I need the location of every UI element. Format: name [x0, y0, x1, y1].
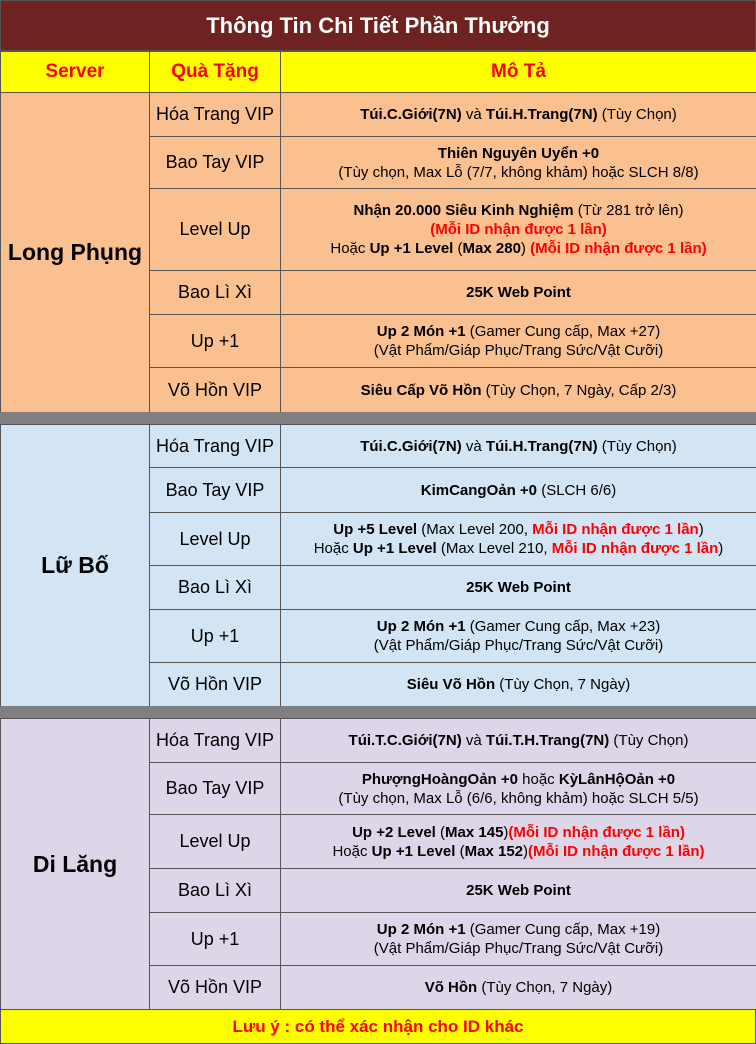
- detail-text: (Gamer Cung cấp, Max +23): [465, 618, 661, 635]
- detail-text: (Từ 281 trở lên): [573, 202, 684, 219]
- section-divider: [0, 412, 756, 424]
- header-server: Server: [1, 52, 150, 93]
- server-name: Di Lăng: [1, 719, 150, 1010]
- description-line: [285, 578, 752, 597]
- gift-description: [281, 315, 756, 368]
- detail-text: (Tùy Chọn): [609, 732, 689, 749]
- limit-note: (Mỗi ID nhận được 1 lần): [508, 823, 685, 841]
- description-line: [285, 220, 752, 239]
- description-line: [285, 881, 752, 900]
- detail-text: (SLCH 6/6): [537, 481, 617, 499]
- header-gift: Quà Tặng: [150, 52, 281, 93]
- description-line: [285, 539, 752, 558]
- detail-text: (Vật Phẩm/Giáp Phục/Trang Sức/Vật Cưỡi): [373, 637, 664, 654]
- gift-name: Võ Hồn VIP: [150, 368, 281, 413]
- reward-item: 25K Web Point: [466, 882, 571, 899]
- description-line: [285, 675, 752, 694]
- gift-description: [281, 815, 756, 869]
- detail-text: Hoặc: [313, 540, 353, 557]
- reward-item: Nhận 20.000 Siêu Kinh Nghiệm: [353, 202, 574, 219]
- detail-text: ): [503, 823, 509, 841]
- gift-name: Up +1: [150, 913, 281, 966]
- detail-text: (Gamer Cung cấp, Max +27): [465, 323, 661, 340]
- detail-text: (: [435, 823, 446, 841]
- detail-text: Hoặc: [332, 842, 372, 860]
- detail-text: (Vật Phẩm/Giáp Phục/Trang Sức/Vật Cưỡi): [373, 342, 664, 359]
- gift-description: [281, 913, 756, 966]
- description-line: [285, 920, 752, 939]
- description-line: [285, 842, 752, 861]
- reward-item: Túi.C.Giới(7N): [360, 437, 462, 455]
- gift-description: [281, 513, 756, 566]
- description-line: [285, 201, 752, 220]
- detail-text: ): [718, 540, 724, 557]
- detail-text: ): [523, 842, 528, 860]
- reward-item: Up 2 Món +1: [376, 921, 466, 938]
- gift-description: [281, 271, 756, 315]
- detail-text: (Max Level 200,: [417, 521, 533, 538]
- detail-text: hoặc: [517, 770, 559, 788]
- section-long-phung: [0, 92, 756, 413]
- reward-item: Siêu Võ Hồn: [406, 676, 496, 693]
- limit-note: (Mỗi ID nhận được 1 lần): [430, 221, 607, 238]
- detail-text: Hoặc: [330, 240, 370, 257]
- description-line: [285, 283, 752, 302]
- gift-description: [281, 566, 756, 610]
- description-line: [285, 939, 752, 958]
- gift-name: Bao Lì Xì: [150, 271, 281, 315]
- reward-item: Max 280: [462, 240, 521, 257]
- section-lu-bo: [0, 424, 756, 707]
- detail-text: (Tùy chọn, Max Lỗ (7/7, không khảm) hoặc SLCH 8/8): [338, 163, 699, 181]
- detail-text: (: [453, 240, 463, 257]
- gift-description: [281, 763, 756, 815]
- reward-item: Thiên Nguyên Uyển +0: [437, 144, 600, 162]
- footer-note: Lưu ý : có thể xác nhận cho ID khác: [0, 1009, 756, 1044]
- detail-text: và: [461, 732, 486, 749]
- detail-text: và: [461, 437, 486, 455]
- reward-item: Võ Hồn: [424, 979, 478, 996]
- limit-note: (Mỗi ID nhận được 1 lần): [530, 240, 707, 257]
- reward-item: Túi.H.Trang(7N): [485, 106, 598, 123]
- description-line: [285, 144, 752, 163]
- detail-text: (Tùy Chọn): [597, 437, 677, 455]
- gift-name: Bao Tay VIP: [150, 137, 281, 189]
- detail-text: và: [461, 106, 486, 123]
- server-name: Long Phụng: [1, 93, 150, 413]
- gift-description: [281, 468, 756, 513]
- gift-description: [281, 189, 756, 271]
- gift-name: Level Up: [150, 189, 281, 271]
- gift-name: Level Up: [150, 815, 281, 869]
- reward-item: Max 152: [464, 842, 523, 860]
- description-line: [285, 617, 752, 636]
- gift-name: Hóa Trang VIP: [150, 425, 281, 468]
- reward-item: PhượngHoàngOản +0: [361, 770, 518, 788]
- gift-description: [281, 663, 756, 707]
- detail-text: (Tùy Chọn, 7 Ngày, Cấp 2/3): [481, 381, 677, 399]
- reward-item: 25K Web Point: [466, 579, 571, 596]
- detail-text: ): [698, 521, 704, 538]
- description-line: [285, 341, 752, 360]
- gift-description: [281, 966, 756, 1010]
- column-header-row: [0, 51, 756, 93]
- reward-item: KỳLânHộOản +0: [558, 770, 676, 788]
- gift-name: Võ Hồn VIP: [150, 966, 281, 1010]
- reward-item: Túi.T.H.Trang(7N): [485, 732, 610, 749]
- detail-text: (: [455, 842, 465, 860]
- description-line: [285, 481, 752, 500]
- detail-text: ): [520, 240, 531, 257]
- reward-item: Up +1 Level: [371, 842, 456, 860]
- page-title: Thông Tin Chi Tiết Phần Thưởng: [0, 0, 756, 51]
- reward-item: Up 2 Món +1: [376, 323, 466, 340]
- detail-text: (Gamer Cung cấp, Max +19): [465, 921, 661, 938]
- gift-name: Bao Tay VIP: [150, 468, 281, 513]
- gift-description: [281, 368, 756, 413]
- gift-name: Bao Lì Xì: [150, 869, 281, 913]
- reward-item: Up +1 Level: [352, 540, 437, 557]
- header-description: Mô Tả: [281, 52, 756, 93]
- limit-note: Mỗi ID nhận được 1 lần: [551, 540, 719, 557]
- detail-text: (Tùy Chọn, 7 Ngày): [477, 979, 613, 996]
- description-line: [285, 322, 752, 341]
- reward-item: 25K Web Point: [466, 284, 571, 301]
- gift-name: Level Up: [150, 513, 281, 566]
- reward-item: Siêu Cấp Võ Hồn: [360, 381, 482, 399]
- reward-item: Up +1 Level: [369, 240, 454, 257]
- limit-note: (Mỗi ID nhận được 1 lần): [528, 842, 705, 860]
- gift-description: [281, 610, 756, 663]
- description-line: [285, 437, 752, 456]
- limit-note: Mỗi ID nhận được 1 lần: [532, 521, 699, 538]
- reward-item: Túi.C.Giới(7N): [360, 106, 462, 123]
- section-divider: [0, 706, 756, 718]
- reward-item: Max 145: [445, 823, 504, 841]
- description-line: [285, 636, 752, 655]
- gift-description: [281, 719, 756, 763]
- gift-name: Võ Hồn VIP: [150, 663, 281, 707]
- description-line: [285, 381, 752, 400]
- detail-text: (Tùy chọn, Max Lỗ (6/6, không khảm) hoặc SLCH 5/5): [338, 789, 699, 807]
- description-line: [285, 770, 752, 789]
- description-line: [285, 823, 752, 842]
- reward-item: KimCangOản +0: [420, 481, 538, 499]
- description-line: [285, 105, 752, 124]
- reward-item: Up +2 Level: [352, 823, 436, 841]
- description-line: [285, 978, 752, 997]
- section-di-lang: [0, 718, 756, 1010]
- reward-item: Túi.T.C.Giới(7N): [348, 732, 462, 749]
- description-line: [285, 239, 752, 258]
- reward-item: Up 2 Món +1: [376, 618, 466, 635]
- gift-name: Hóa Trang VIP: [150, 93, 281, 137]
- gift-name: Bao Lì Xì: [150, 566, 281, 610]
- detail-text: (Max Level 210,: [436, 540, 552, 557]
- detail-text: (Tùy Chọn): [597, 106, 677, 123]
- gift-name: Up +1: [150, 315, 281, 368]
- gift-name: Up +1: [150, 610, 281, 663]
- description-line: [285, 163, 752, 182]
- gift-name: Bao Tay VIP: [150, 763, 281, 815]
- gift-description: [281, 869, 756, 913]
- detail-text: (Tùy Chọn, 7 Ngày): [495, 676, 631, 693]
- description-line: [285, 520, 752, 539]
- gift-name: Hóa Trang VIP: [150, 719, 281, 763]
- description-line: [285, 731, 752, 750]
- detail-text: (Vật Phẩm/Giáp Phục/Trang Sức/Vật Cưỡi): [373, 940, 664, 957]
- gift-description: [281, 425, 756, 468]
- gift-description: [281, 137, 756, 189]
- gift-description: [281, 93, 756, 137]
- server-name: Lữ Bố: [1, 425, 150, 707]
- reward-item: Up +5 Level: [333, 521, 418, 538]
- reward-item: Túi.H.Trang(7N): [485, 437, 598, 455]
- description-line: [285, 789, 752, 808]
